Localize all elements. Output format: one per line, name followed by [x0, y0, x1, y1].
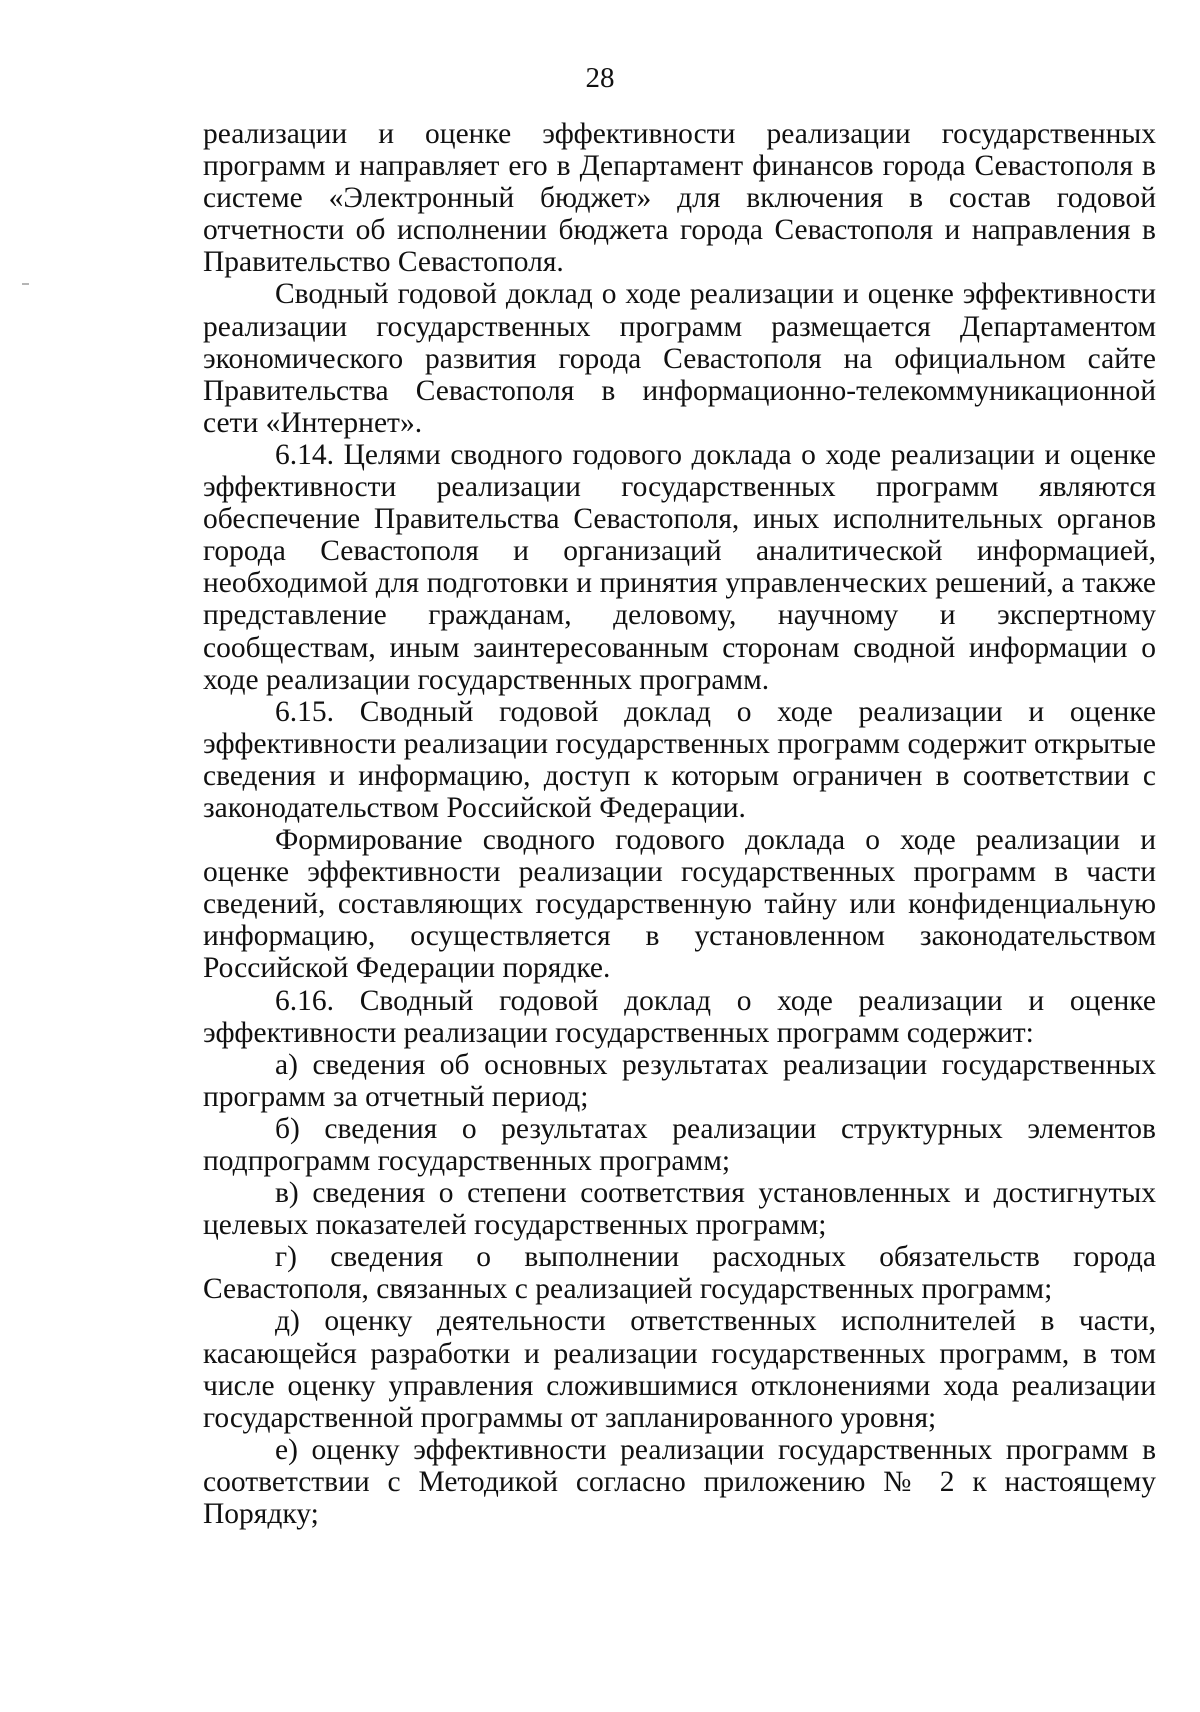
paragraph-report-publication: Сводный годовой доклад о ходе реализации и оценке эффективности реализации государственных программ размещается Департаментом экономического развития города Севастополя на официальном сайте Правительства Севастополя в информационно-телекоммуникационной сети «Интернет».: [203, 278, 1156, 439]
list-item-b: б) сведения о результатах реализации структурных элементов подпрограмм государственных программ;: [203, 1112, 1156, 1177]
page-number: 28: [585, 62, 615, 94]
paragraph-classified-info: Формирование сводного годового доклада о ходе реализации и оценке эффективности реализации государственных программ в части сведений, составляющих государственную тайну или конфиденциальную информацию, осуществляется в установленном законодательством Российской Федерации порядке.: [203, 824, 1156, 985]
list-item-d: д) оценку деятельности ответственных исполнителей в части, касающейся разработки и реализации государственных программ, в том числе оценку управления сложившимися отклонениями хода реализации государственной программы от запланированного уровня;: [203, 1305, 1156, 1434]
list-item-a: а) сведения об основных результатах реализации государственных программ за отчетный период;: [203, 1048, 1156, 1113]
paragraph-6-14: 6.14. Целями сводного годового доклада о ходе реализации и оценке эффективности реализации государственных программ являются обеспечение Правительства Севастополя, иных исполнительных органов города Севастополя и организаций аналитической информацией, необходимой для подготовки и принятия управленческих решений, а также представление гражданам, деловому, научному и экспертному сообществам, иным заинтересованным сторонам сводной информации о ходе реализации государственных программ.: [203, 438, 1156, 696]
list-item-e: е) оценку эффективности реализации государственных программ в соответствии с Методикой согласно приложению № 2 к настоящему Порядку;: [203, 1433, 1156, 1531]
list-item-g: г) сведения о выполнении расходных обязательств города Севастополя, связанных с реализацией государственных программ;: [203, 1241, 1156, 1306]
list-item-v: в) сведения о степени соответствия установленных и достигнутых целевых показателей государственных программ;: [203, 1177, 1156, 1242]
document-body: [203, 118, 1156, 1530]
paragraph-6-16: 6.16. Сводный годовой доклад о ходе реализации и оценке эффективности реализации государственных программ содержит:: [203, 984, 1156, 1049]
paragraph-continuation: реализации и оценке эффективности реализации государственных программ и направляет его в Департамент финансов города Севастополя в системе «Электронный бюджет» для включения в состав годовой отчетности об исполнении бюджета города Севастополя и направления в Правительство Севастополя.: [203, 118, 1156, 279]
paragraph-6-15: 6.15. Сводный годовой доклад о ходе реализации и оценке эффективности реализации государственных программ содержит открытые сведения и информацию, доступ к которым ограничен в соответствии с законодательством Российской Федерации.: [203, 695, 1156, 824]
margin-mark: [22, 283, 29, 285]
